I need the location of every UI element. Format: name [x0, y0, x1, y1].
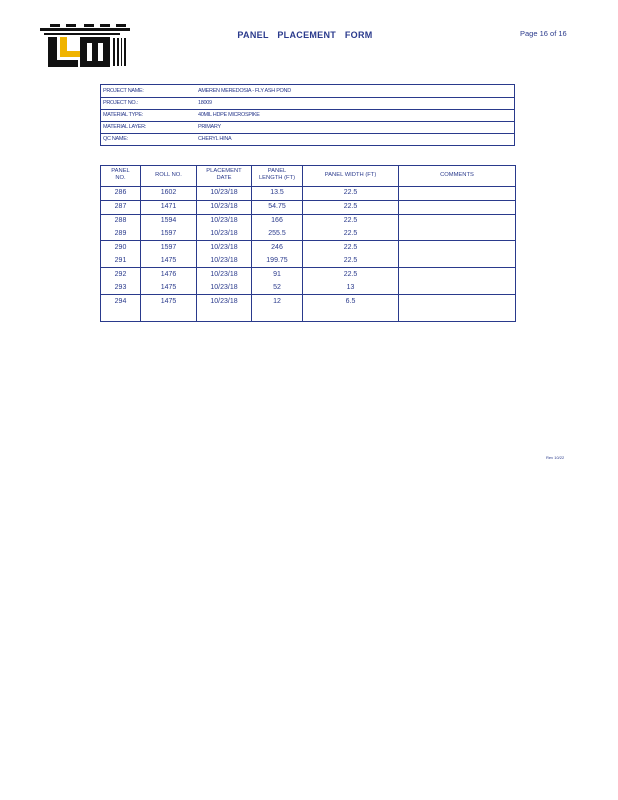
column-header-comments: COMMENTS [440, 172, 474, 178]
revision-note: Rev 10/22 [546, 455, 565, 460]
qc-name-value: CHERYL HINA [198, 136, 232, 142]
panel-length-cell: 13.5 [270, 189, 284, 196]
project-name-value: AMEREN MEREDOSIA - FLY ASH POND [198, 88, 291, 94]
material-type-value: 40MIL HDPE MICROSPIKE [198, 112, 260, 118]
panel-no-cell: 287 [114, 203, 127, 210]
roll-no-cell: 1594 [160, 217, 177, 224]
project-name-row [101, 86, 514, 98]
panel-length-cell: 199.75 [266, 257, 288, 264]
project-number-value: 18009 [198, 100, 212, 106]
project-info-table [100, 84, 515, 146]
panel-no-cell: 290 [114, 244, 127, 251]
panel-width-cell: 22.5 [343, 203, 358, 210]
qc-name-row [101, 134, 514, 146]
placement-date-cell: 10/23/18 [210, 284, 238, 291]
panel-length-cell: 246 [271, 244, 283, 251]
project-number-row [101, 98, 514, 110]
panel-length-cell: 52 [273, 284, 281, 291]
page-number: Page 16 of 16 [520, 29, 567, 38]
column-header-panel-no: PANEL NO. [111, 168, 130, 181]
panel-length-cell: 91 [273, 271, 281, 278]
panel-width-cell: 22.5 [343, 257, 358, 264]
form-title: PANEL PLACEMENT FORM [237, 30, 373, 40]
panel-width-cell: 22.5 [343, 189, 358, 196]
panel-length-cell: 255.5 [268, 230, 286, 237]
panel-no-cell: 292 [114, 271, 127, 278]
project-number-label: PROJECT NO.: [103, 100, 138, 106]
placement-date-cell: 10/23/18 [210, 271, 238, 278]
column-header-panel-width: PANEL WIDTH (FT) [324, 172, 377, 178]
panel-width-cell: 22.5 [343, 244, 358, 251]
panel-no-cell: 286 [114, 189, 127, 196]
placement-date-cell: 10/23/18 [210, 257, 238, 264]
panel-width-cell: 6.5 [345, 298, 356, 305]
panel-width-cell: 22.5 [343, 271, 358, 278]
company-logo [40, 24, 132, 70]
panel-no-cell: 288 [114, 217, 127, 224]
roll-no-cell: 1476 [160, 271, 177, 278]
placement-date-cell: 10/23/18 [210, 244, 238, 251]
column-header-placement-date: PLACEMENT DATE [206, 168, 242, 181]
material-type-label: MATERIAL TYPE: [103, 112, 144, 118]
roll-no-cell: 1475 [160, 298, 177, 305]
roll-no-cell: 1602 [160, 189, 177, 196]
roll-no-cell: 1471 [160, 203, 177, 210]
material-layer-value: PRIMARY [198, 124, 221, 130]
panel-length-cell: 12 [273, 298, 281, 305]
panel-length-cell: 54.75 [268, 203, 286, 210]
panel-width-cell: 22.5 [343, 217, 358, 224]
roll-no-cell: 1475 [160, 257, 177, 264]
roll-no-cell: 1597 [160, 244, 177, 251]
roll-no-cell: 1597 [160, 230, 177, 237]
material-type-row [101, 110, 514, 122]
material-layer-label: MATERIAL LAYER: [103, 124, 147, 130]
placement-date-cell: 10/23/18 [210, 298, 238, 305]
roll-no-cell: 1475 [160, 284, 177, 291]
placement-date-cell: 10/23/18 [210, 189, 238, 196]
panel-no-cell: 291 [114, 257, 127, 264]
column-header-panel-length: PANEL LENGTH (FT) [258, 168, 296, 181]
column-header-roll-no: ROLL NO. [155, 172, 182, 178]
panel-no-cell: 293 [114, 284, 127, 291]
placement-date-cell: 10/23/18 [210, 203, 238, 210]
panel-placement-table [100, 165, 516, 322]
panel-no-cell: 289 [114, 230, 127, 237]
panel-width-cell: 13 [346, 284, 355, 291]
panel-length-cell: 166 [271, 217, 283, 224]
material-layer-row [101, 122, 514, 134]
qc-name-label: QC NAME: [103, 136, 128, 142]
project-name-label: PROJECT NAME: [103, 88, 144, 94]
placement-date-cell: 10/23/18 [210, 230, 238, 237]
placement-date-cell: 10/23/18 [210, 217, 238, 224]
panel-width-cell: 22.5 [343, 230, 358, 237]
panel-no-cell: 294 [114, 298, 127, 305]
